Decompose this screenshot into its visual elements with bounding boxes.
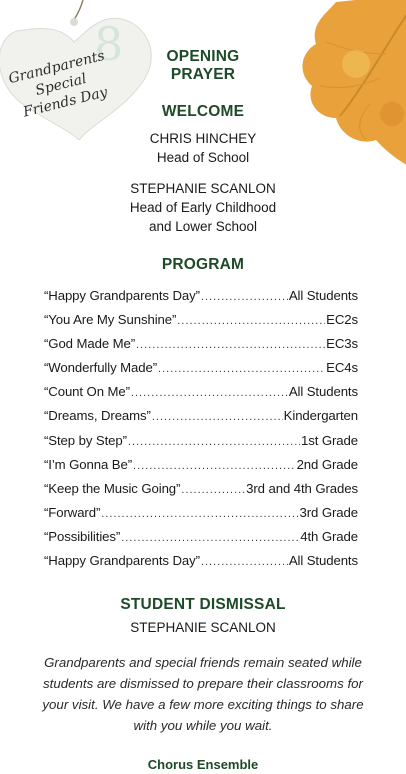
credit-line: Chorus Ensemble: [147, 757, 259, 772]
event-badge-text: Grandparents Special Friends Day: [6, 47, 110, 121]
song-title: “Forward”: [44, 504, 101, 520]
dot-leader: [181, 484, 245, 496]
dot-leader: [177, 315, 325, 327]
dot-leader: [131, 387, 288, 399]
song-title: “Dreams, Dreams”: [44, 408, 151, 424]
program-list: [44, 288, 358, 577]
dot-leader: [121, 532, 299, 544]
program-item: [44, 481, 358, 505]
program-item: [44, 408, 358, 432]
program-item: [44, 336, 358, 360]
performer: All Students: [288, 553, 358, 569]
song-title: “Count On Me”: [44, 384, 130, 400]
program-item: [44, 288, 358, 312]
dot-leader: [201, 556, 288, 568]
song-title: “I’m Gonna Be”: [44, 456, 133, 472]
dot-leader: [158, 363, 325, 375]
opening-heading-line1: OPENING: [166, 48, 240, 65]
song-title: “Happy Grandparents Day”: [44, 288, 200, 303]
song-title: “You Are My Sunshine”: [44, 312, 177, 328]
svg-text:8: 8: [94, 17, 124, 71]
speaker-name: STEPHANIE SCANLON: [130, 181, 276, 196]
song-title: “Wonderfully Made”: [44, 360, 158, 376]
performer: Kindergarten: [283, 408, 358, 424]
performer: EC3s: [326, 336, 358, 352]
program-item: [44, 553, 358, 577]
speaker-title: Head of Early Childhood: [129, 200, 277, 215]
song-title: “Step by Step”: [44, 432, 127, 448]
dot-leader: [152, 411, 283, 423]
performer: 2nd Grade: [296, 456, 358, 472]
speaker-title: Head of School: [156, 150, 250, 165]
program-item: [44, 457, 358, 481]
welcome-heading: WELCOME: [161, 103, 245, 120]
program-item: [44, 312, 358, 336]
dismissal-note: Grandparents and special friends remain seated while students are dismissed to prepare their classrooms for your visit. We have a few more exciting things to share with you while you wait.: [42, 655, 364, 733]
performer: All Students: [288, 288, 358, 303]
performer: 3rd Grade: [299, 504, 358, 520]
opening-heading-line2: PRAYER: [170, 66, 236, 83]
performer: EC2s: [326, 312, 358, 328]
dot-leader: [128, 436, 300, 448]
dismissal-heading: STUDENT DISMISSAL: [120, 596, 286, 613]
opening-prayer-heading: [0, 48, 406, 84]
dot-leader: [101, 508, 298, 520]
program-heading: PROGRAM: [161, 256, 245, 273]
song-title: “Possibilities”: [44, 528, 121, 544]
dot-leader: [136, 339, 325, 351]
performer: All Students: [288, 384, 358, 400]
song-title: “Keep the Music Going”: [44, 480, 181, 496]
performer: 4th Grade: [300, 528, 358, 544]
speaker-name: CHRIS HINCHEY: [149, 131, 257, 146]
program-item: [44, 505, 358, 529]
program-item: [44, 529, 358, 553]
performer: 1st Grade: [300, 432, 358, 448]
song-title: “Happy Grandparents Day”: [44, 553, 200, 569]
dot-leader: [201, 291, 288, 303]
program-item: [44, 433, 358, 457]
program-item: [44, 360, 358, 384]
performer: EC4s: [326, 360, 358, 376]
dismissal-speaker: STEPHANIE SCANLON: [130, 620, 276, 635]
speaker-title: and Lower School: [148, 219, 258, 234]
song-title: “God Made Me”: [44, 336, 136, 352]
program-item: [44, 384, 358, 408]
performer: 3rd and 4th Grades: [246, 480, 358, 496]
dot-leader: [133, 460, 296, 472]
